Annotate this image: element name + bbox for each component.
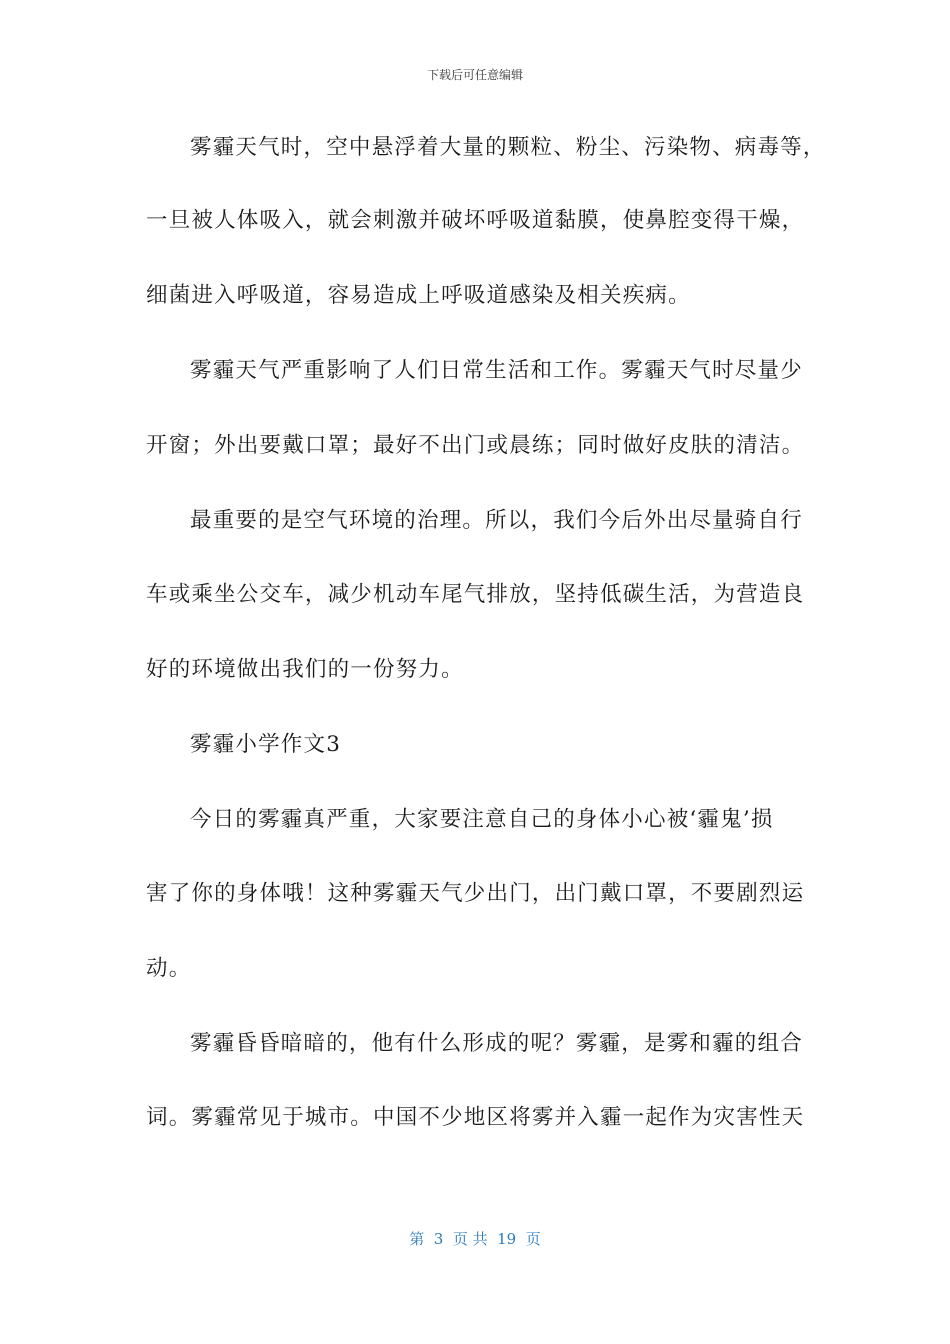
page-number-footer: 第 3 页 共 19 页 bbox=[409, 1230, 541, 1248]
body-line: 细菌进入呼吸道，容易造成上呼吸道感染及相关疾病。 bbox=[146, 283, 691, 308]
page-header-note: 下载后可任意编辑 bbox=[426, 68, 523, 82]
body-line: 最重要的是空气环境的治理。所以，我们今后外出尽量骑自行 bbox=[190, 508, 803, 533]
body-line: 雾霾昏昏暗暗的，他有什么形成的呢？雾霾，是雾和霾的组合 bbox=[190, 1031, 803, 1056]
body-line: 词。雾霾常见于城市。中国不少地区将雾并入霾一起作为灾害性天 bbox=[146, 1105, 805, 1130]
section-heading: 雾霾小学作文3 bbox=[190, 732, 342, 757]
body-line: 一旦被人体吸入，就会刺激并破坏呼吸道黏膜，使鼻腔变得干燥， bbox=[146, 208, 805, 233]
body-line: 开窗；外出要戴口罩；最好不出门或晨练；同时做好皮肤的清洁。 bbox=[146, 433, 805, 458]
body-line: 害了你的身体哦！这种雾霾天气少出门，出门戴口罩，不要剧烈运 bbox=[146, 881, 805, 906]
body-line: 雾霾天气严重影响了人们日常生活和工作。雾霾天气时尽量少 bbox=[190, 358, 803, 383]
body-line: 好的环境做出我们的一份努力。 bbox=[146, 657, 464, 682]
body-line: 动。 bbox=[146, 956, 192, 981]
body-line: 今日的雾霾真严重，大家要注意自己的身体小心被‘霾鬼’损 bbox=[190, 807, 774, 832]
body-line: 雾霾天气时，空中悬浮着大量的颗粒、粉尘、污染物、病毒等， bbox=[190, 135, 826, 160]
body-line: 车或乘坐公交车，减少机动车尾气排放，坚持低碳生活，为营造良 bbox=[146, 582, 805, 607]
